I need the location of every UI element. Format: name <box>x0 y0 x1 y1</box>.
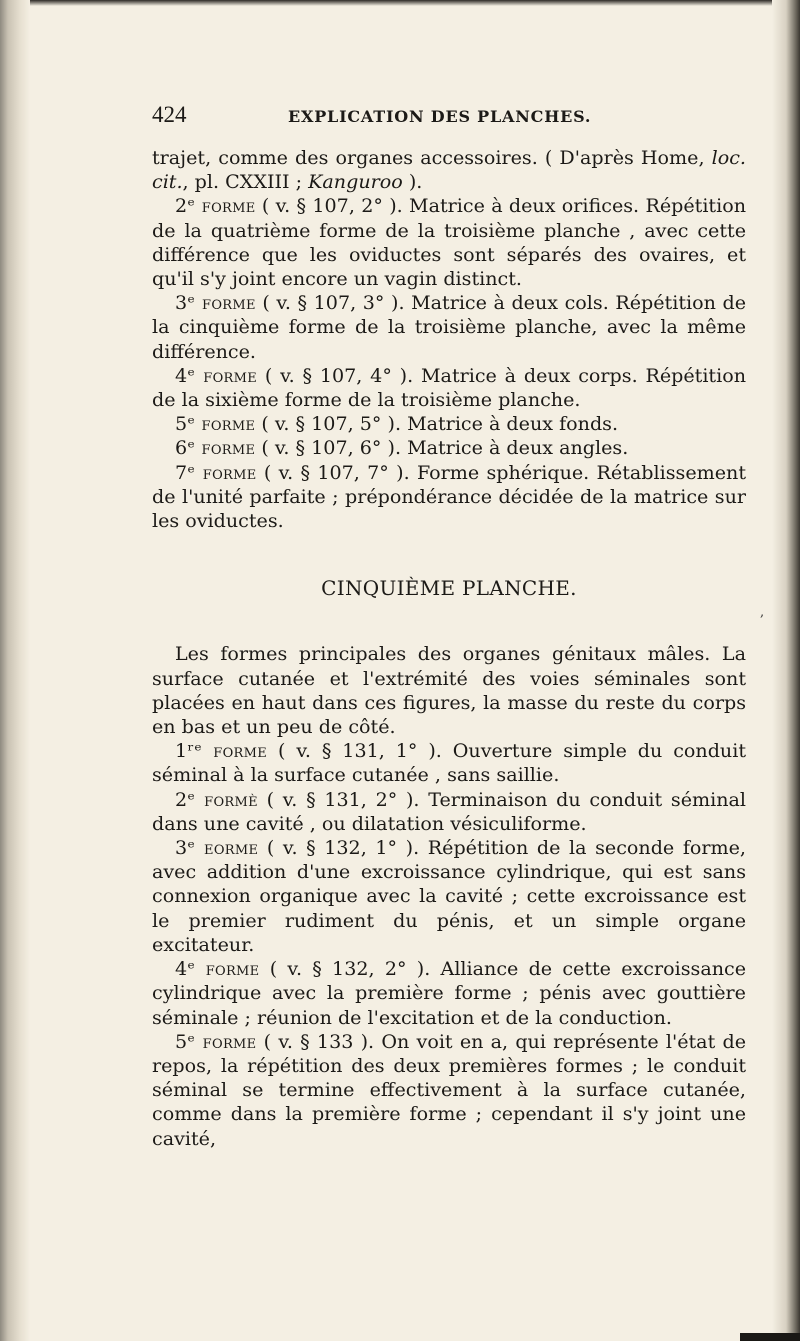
paragraph-text: ( v. § 107, 5° ). Matrice à deux fonds. <box>255 412 619 436</box>
section-heading: CINQUIÈME PLANCHE. <box>321 576 577 601</box>
page-number: 424 <box>152 102 187 127</box>
form-label: 2ᵉ formè <box>175 787 258 811</box>
paragraph-3e-forme-male <box>152 836 746 957</box>
paragraph-2e-forme-male <box>152 788 746 836</box>
paragraph-4e-forme-male <box>152 957 746 1030</box>
form-label: 1ʳᵉ forme <box>175 739 268 763</box>
paragraph-7e-forme <box>152 461 746 534</box>
paragraph-text: ( v. § 131, 2° ). Terminaison du conduit séminal dans une cavité , ou dilatation vésiculiforme. <box>152 787 746 835</box>
paragraph-text: ( v. § 132, 2° ). Alliance de cette excroissance cylindrique avec la première forme ; pénis avec gouttière séminale ; réunion de l'excitation et de la conduction. <box>152 957 746 1029</box>
paragraph-text: ( v. § 133 ). On voit en a, qui représente l'état de repos, la répétition des deux premières formes ; le conduit séminal se termine effectivement à la surface cutanée, comme dans la première forme ; cependant il s'y joint une cavité, <box>152 1029 746 1150</box>
paragraph-5e-forme <box>152 412 746 436</box>
page-header <box>152 102 752 132</box>
running-title: EXPLICATION DES PLANCHES. <box>288 107 592 126</box>
stray-ink-mark: , <box>760 605 765 620</box>
body-text <box>152 146 746 1151</box>
paragraph-text: ( v. § 107, 6° ). Matrice à deux angles. <box>255 436 629 460</box>
paragraph-2e-forme <box>152 194 746 291</box>
form-label: 4ᵉ forme <box>175 957 260 981</box>
paragraph-1re-forme <box>152 739 746 787</box>
paragraph-text: Les formes principales des organes génitaux mâles. La surface cutanée et l'extrémité des voies séminales sont placées en haut dans ces figures, la masse du reste du corps en bas et un peu de côté. <box>152 642 746 739</box>
form-label: 3ᵉ forme <box>175 291 256 315</box>
form-label: 4ᵉ forme <box>175 363 258 387</box>
paragraph-text: ( v. § 132, 1° ). Répétition de la seconde forme, avec addition d'une excroissance cylindrique, qui est sans connexion organique avec la cavité ; cette excroissance est le premier rudiment du pénis, et un simple organe excitateur. <box>152 836 746 956</box>
form-label: 5ᵉ forme <box>175 412 256 436</box>
paragraph-5e-forme-male <box>152 1030 746 1151</box>
form-label: 6ᵉ forme <box>175 436 256 460</box>
paragraph-4e-forme <box>152 364 746 412</box>
paragraph-3e-forme <box>152 291 746 364</box>
paragraph-text: ( v. § 131, 1° ). Ouverture simple du conduit séminal à la surface cutanée , sans saillie. <box>152 739 746 787</box>
page-edge-top <box>0 0 800 6</box>
paragraph-text: ( v. § 107, 7° ). Forme sphérique. Rétablissement de l'unité parfaite ; prépondérance décidée de la matrice sur les oviductes. <box>152 460 746 533</box>
paragraph-6e-forme <box>152 436 746 460</box>
paragraph-text: ( v. § 107, 4° ). Matrice à deux corps. Répétition de la sixième forme de la troisième planche. <box>152 363 747 412</box>
page-gutter-shadow <box>0 0 30 1341</box>
form-label: 3ᵉ eorme <box>175 836 259 860</box>
page-edge-bottom <box>740 1333 800 1341</box>
page-edge-right <box>772 0 800 1341</box>
paragraph-continuation: trajet, comme des organes accessoires. ( D'après Home, loc. cit., pl. CXXIII ; Kanguroo ). <box>152 146 746 194</box>
paragraph-text: ( v. § 107, 3° ). Matrice à deux cols. Répétition de la cinquième forme de la troisième planche, avec la même différence. <box>152 291 746 363</box>
paragraph-intro <box>152 642 746 739</box>
form-label: 5ᵉ forme <box>175 1029 257 1053</box>
form-label: 2ᵉ forme <box>175 194 256 218</box>
form-label: 7ᵉ forme <box>175 460 257 484</box>
paragraph-text: ( v. § 107, 2° ). Matrice à deux orifices. Répétition de la quatrième forme de la troisième planche , avec cette différence que les oviductes sont séparés des ovaires, et qu'il s'y joint encore un vagin distinct. <box>152 194 746 291</box>
